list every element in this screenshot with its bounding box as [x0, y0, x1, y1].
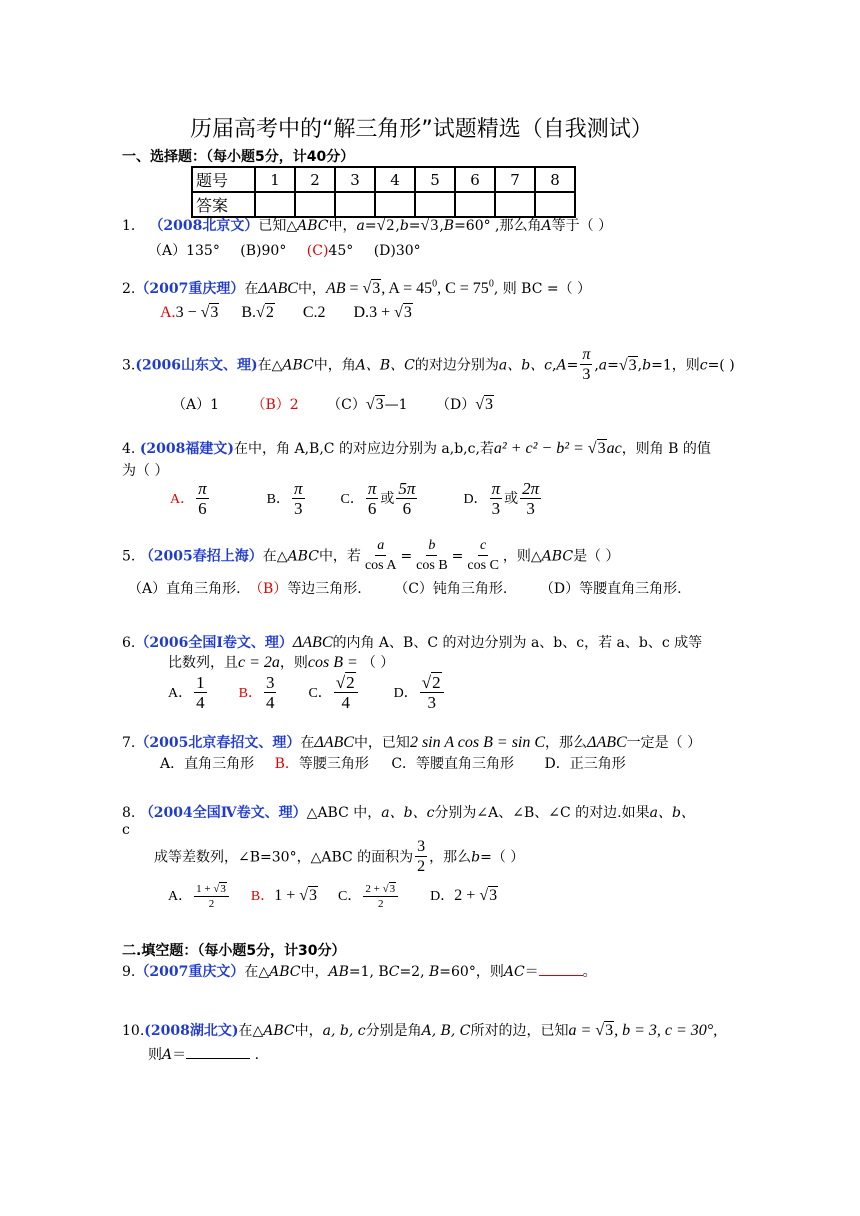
option-b[interactable]: （B）2 — [251, 397, 299, 413]
question-text: 所对的边，已知 — [470, 1023, 569, 1039]
question-text: =60° ,那么角 — [454, 218, 542, 234]
table-cell: 1 — [255, 167, 295, 192]
question-text: = — [607, 357, 619, 374]
option-d[interactable]: D． $\frac{√2}{3}$ — [394, 684, 446, 701]
question-text: B — [443, 218, 455, 234]
question-text: 已知△ — [258, 218, 298, 234]
question-text: B — [428, 964, 440, 980]
question-text: A — [556, 357, 567, 374]
equation: a² + c² − b² = — [493, 440, 588, 457]
question-text: 中，已知 — [353, 735, 410, 751]
question-source: (2008福建文) — [139, 441, 235, 457]
sqrt-symbol: √3 — [595, 1022, 614, 1039]
table-cell: 4 — [375, 167, 415, 192]
fraction: $\frac{c}{\text{cos C}}$ — [467, 538, 499, 573]
table-cell: 8 — [535, 167, 575, 192]
options-7 — [160, 753, 626, 773]
equation: c = 2a — [238, 654, 280, 671]
option-b[interactable]: B． $\frac{3}{4}$ — [238, 673, 275, 712]
question-5: 5. （2005春招上海）在△ABC中，若 $\frac{a}{\text{cos A}}$ = $\frac{b}{\text{cos B}}$ = $\frac{c}{\text{cos C}}$ ，则△ABC是（ ） — [122, 537, 620, 576]
question-text: A, B, C — [421, 1023, 471, 1039]
option-b[interactable]: (B)90° — [240, 243, 287, 259]
question-text: 分别是角 — [365, 1023, 422, 1039]
option-b[interactable]: B．等腰三角形 — [274, 756, 369, 772]
answer-cell[interactable] — [415, 192, 455, 217]
option-b[interactable]: B.√2 — [241, 304, 274, 321]
question-text: 比数列，且 — [168, 655, 238, 671]
question-text: ，则 — [279, 655, 308, 671]
question-text: . — [250, 1047, 260, 1063]
option-a[interactable]: A． $\frac{1}{4}$ — [168, 673, 205, 712]
question-source: （2007重庆理） — [135, 281, 245, 297]
option-a[interactable]: A． $\frac{1 + √3}{2}$ — [168, 887, 231, 904]
answer-blank[interactable] — [186, 1044, 250, 1059]
option-a[interactable]: A．直角三角形 — [160, 756, 255, 772]
question-text: 的内角 A、B、C 的对边分别为 a、b、c，若 a、b、c 成等 — [332, 635, 703, 651]
question-text: A — [162, 1047, 173, 1063]
question-source: （2004全国Ⅳ卷文、理） — [139, 805, 307, 821]
question-text: b — [471, 849, 481, 866]
question-text: , — [637, 357, 643, 374]
question-text: a、b、c — [498, 357, 553, 374]
question-text: △ABC 中， — [306, 805, 382, 821]
options-4 — [170, 480, 543, 519]
question-text: , — [439, 218, 444, 234]
question-text: , — [395, 218, 400, 234]
option-d[interactable]: D． $\frac{\pi}{3}$ 或 $\frac{2\pi}{3}$ — [463, 479, 540, 518]
question-text: 中， — [294, 1023, 323, 1039]
option-d[interactable]: D．2 + √3 — [430, 887, 498, 905]
question-text: c — [122, 822, 130, 838]
fraction: $\frac{a}{\text{cos A}}$ — [364, 538, 397, 573]
question-text: ，那么 — [545, 735, 588, 751]
question-text: =60°，则 — [439, 964, 504, 980]
table-cell: 5 — [415, 167, 455, 192]
option-c[interactable]: C． $\frac{√2}{4}$ — [308, 684, 359, 701]
answer-table — [191, 166, 576, 218]
option-c[interactable]: （C）钝角三角形. — [394, 581, 508, 597]
sqrt-symbol: √3 — [618, 356, 637, 374]
question-text: a, b, c — [322, 1023, 366, 1039]
option-c[interactable]: C.2 — [302, 304, 326, 321]
question-9 — [122, 961, 597, 981]
question-number: 7. — [122, 735, 136, 751]
option-b[interactable]: B． $\frac{\pi}{3}$ — [266, 479, 303, 518]
table-cell: 6 — [455, 167, 495, 192]
question-text: 的对边分别为 — [414, 357, 499, 374]
answer-blank[interactable] — [539, 961, 583, 976]
table-row — [192, 167, 575, 192]
options-6 — [168, 674, 446, 713]
question-number: 9. — [122, 964, 136, 980]
question-text: A、B、C — [355, 357, 415, 374]
answer-cell[interactable] — [535, 192, 575, 217]
table-header-cell: 答案 — [192, 192, 255, 217]
question-source: （2006全国Ⅰ卷文、理） — [135, 635, 293, 651]
question-text: c — [699, 357, 708, 374]
section-heading-fill: 二.填空题：（每小题5分，计30分） — [122, 943, 346, 959]
question-text: 在△ — [244, 964, 270, 980]
table-cell: 7 — [495, 167, 535, 192]
answer-cell[interactable] — [295, 192, 335, 217]
option-a[interactable]: A.3 − √3 — [160, 304, 219, 321]
options-8 — [168, 882, 498, 911]
section-heading-choice: 一、选择题：（每小题5分，计40分） — [122, 149, 355, 165]
question-text: , — [594, 357, 599, 374]
question-text: 为（ ） — [122, 463, 169, 479]
question-text: =（ ） — [480, 849, 525, 866]
question-text: 则 — [148, 1047, 162, 1063]
question-6-line2 — [168, 652, 394, 672]
question-number: 8. — [122, 805, 136, 821]
question-8-line2 — [154, 838, 524, 877]
question-source: （2005北京春招文、理） — [135, 735, 301, 751]
question-7 — [122, 732, 701, 752]
question-text: = — [364, 218, 377, 234]
option-c[interactable]: C．等腰直角三角形 — [391, 756, 515, 772]
option-d[interactable]: （D）等腰直角三角形. — [539, 581, 682, 597]
question-6 — [122, 632, 702, 652]
question-text: 在△ — [257, 357, 283, 374]
equation: , b = 3, c = 30°, — [614, 1022, 718, 1039]
question-text: ＝ — [172, 1047, 187, 1063]
option-c[interactable]: (C)45° — [306, 243, 354, 259]
answer-cell[interactable] — [375, 192, 415, 217]
question-text: , — [552, 357, 557, 374]
option-c[interactable]: （C）√3—1 — [327, 396, 408, 413]
equation: AB = √3, $A = 45^0$, $C = 75^0$ — [325, 278, 494, 297]
sqrt-symbol: √3 — [587, 440, 606, 457]
question-text: 。 — [582, 964, 597, 980]
page-title: 历届高考中的“解三角形”试题精选（自我测试） — [190, 117, 653, 142]
question-text: ABC — [269, 964, 301, 980]
option-c[interactable]: C． $\frac{2 + √3}{2}$ — [338, 887, 400, 904]
question-4 — [122, 438, 711, 458]
question-text: ΔABC — [587, 734, 627, 751]
question-text: a — [598, 357, 608, 374]
question-number: 4. — [122, 441, 136, 457]
question-text: 成等差数列，∠B=30°，△ABC 的面积为 — [154, 849, 414, 866]
option-d[interactable]: （D）√3 — [436, 396, 494, 413]
options-5 — [128, 578, 682, 598]
question-source: （2007重庆文） — [135, 964, 245, 980]
option-d[interactable]: (D)30° — [373, 243, 421, 259]
question-text: ABC — [541, 548, 574, 565]
question-8 — [122, 802, 695, 822]
question-text: 在△ — [262, 548, 288, 565]
answer-cell[interactable] — [495, 192, 535, 217]
question-text: ABC — [297, 218, 329, 234]
question-text: ΔABC — [314, 734, 354, 751]
option-c[interactable]: C． $\frac{\pi}{6}$ 或 $\frac{5\pi}{6}$ — [340, 479, 416, 518]
option-b[interactable]: B．1 + √3 — [250, 887, 318, 905]
question-text: ，则角 B 的值 — [621, 441, 711, 457]
question-text: ABC — [282, 357, 314, 374]
option-b[interactable]: （B）等边三角形. — [249, 581, 362, 597]
question-text: （ ） — [361, 655, 395, 671]
question-number: 2. — [122, 281, 136, 297]
equation: cos B = — [307, 654, 362, 671]
question-text: AB — [328, 964, 349, 980]
option-d[interactable]: D．正三角形 — [544, 756, 626, 772]
question-text: =2, — [399, 964, 429, 980]
table-row — [192, 192, 575, 217]
option-a[interactable]: A． $\frac{\pi}{6}$ — [170, 479, 207, 518]
question-text: 是（ ） — [573, 548, 620, 565]
question-text: A — [541, 218, 552, 234]
question-number: 3. — [122, 357, 136, 374]
question-text: =1，则 — [651, 357, 700, 374]
question-text: 一定是（ ） — [626, 735, 702, 751]
question-text: ＝ — [524, 964, 539, 980]
question-number: 1． — [122, 218, 145, 234]
question-text: AC — [503, 964, 525, 980]
question-text: 分别为∠A、∠B、∠C 的对边.如果 — [434, 805, 650, 821]
question-number: 6. — [122, 635, 136, 651]
question-2 — [122, 278, 591, 298]
question-text: ，则△ — [502, 548, 542, 565]
question-source: （2005春招上海） — [139, 548, 263, 565]
question-text: ΔABC — [258, 280, 298, 297]
question-text: 中，角 — [313, 357, 356, 374]
option-d[interactable]: D.3 + √3 — [353, 304, 412, 321]
question-text: 在中，角 A,B,C 的对应边分别为 a,b,c,若 — [234, 441, 494, 457]
answer-cell[interactable] — [255, 192, 295, 217]
option-a[interactable]: （A）1 — [172, 397, 220, 413]
question-text: 等于（ ） — [551, 218, 613, 234]
question-3 — [122, 346, 735, 385]
equation: 2 sin A cos B = sin C — [409, 734, 546, 751]
question-text: ΔABC — [292, 634, 333, 651]
question-source: (2006山东文、理) — [135, 357, 258, 374]
question-text: ABC — [287, 548, 319, 565]
question-text: b — [399, 218, 409, 234]
question-text: 中， — [297, 281, 326, 297]
question-text: =( ) — [707, 357, 735, 374]
question-text: = — [566, 357, 579, 374]
option-a[interactable]: （A）135° — [148, 243, 220, 259]
question-text: a、b、c — [381, 805, 435, 821]
equation: ac — [606, 440, 622, 457]
question-text: 在 — [300, 735, 315, 751]
question-text: ，那么 — [429, 849, 472, 866]
sqrt-symbol: √3 — [420, 217, 439, 234]
question-text: a — [356, 218, 365, 234]
option-a[interactable]: （A）直角三角形. — [128, 581, 241, 597]
question-10 — [122, 1020, 717, 1040]
question-text: , 则 BC =（ ） — [493, 281, 592, 297]
question-number: 10. — [122, 1023, 145, 1039]
question-number: 5. — [122, 548, 136, 565]
question-text: 中， — [328, 218, 357, 234]
options-2 — [160, 304, 413, 322]
question-text: ABC — [263, 1023, 295, 1039]
question-text: 中， — [300, 964, 329, 980]
fraction: $\frac{3}{2}$ — [417, 838, 426, 875]
question-text: 中，若 — [318, 548, 361, 565]
fraction: $\frac{b}{\text{cos B}}$ — [416, 538, 448, 573]
question-source: （2008北京文） — [149, 218, 259, 234]
question-1 — [122, 215, 612, 235]
question-text: =1, B — [348, 964, 389, 980]
question-text: a、b、 — [649, 805, 695, 821]
equation: a = — [568, 1022, 596, 1039]
question-source: (2008湖北文) — [144, 1023, 239, 1039]
answer-cell[interactable] — [455, 192, 495, 217]
options-1 — [148, 240, 421, 260]
question-text: = — [408, 218, 421, 234]
table-cell: 2 — [295, 167, 335, 192]
table-header-cell: 题号 — [192, 167, 255, 192]
question-text: C — [388, 964, 400, 980]
question-text: b — [642, 357, 652, 374]
answer-cell[interactable] — [335, 192, 375, 217]
question-text: 在 — [244, 281, 259, 297]
sqrt-symbol: √2 — [376, 217, 395, 234]
question-10-line2 — [148, 1044, 259, 1064]
options-3 — [172, 394, 494, 414]
table-cell: 3 — [335, 167, 375, 192]
question-text: 在△ — [238, 1023, 264, 1039]
fraction: $\frac{\pi}{3}$ — [582, 346, 591, 383]
